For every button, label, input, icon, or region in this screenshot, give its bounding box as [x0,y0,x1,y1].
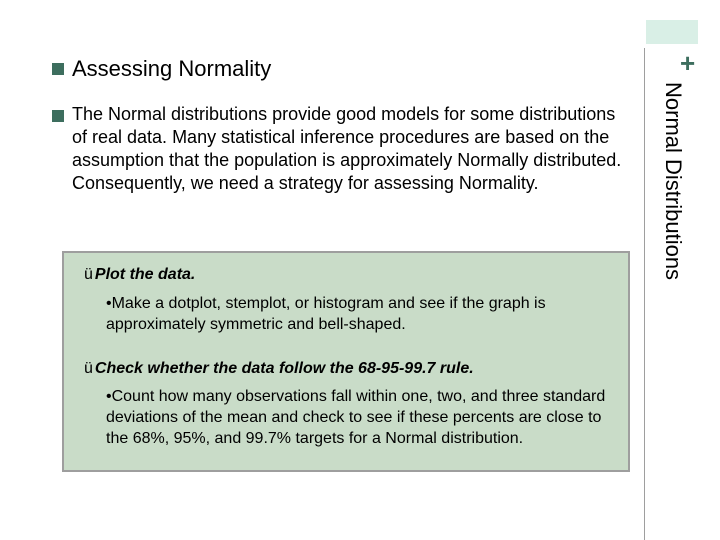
step-detail: •Make a dotplot, stemplot, or histogram and see if the graph is approximately symmetric and bell-shaped. [106,295,546,333]
divider-line [644,48,645,540]
side-title: Normal Distributions [661,82,686,281]
step-title-text: Check whether the data follow the 68-95-99.7 rule. [94,360,474,377]
step-title [84,265,195,285]
checkmark-icon: ü [84,266,93,283]
step-detail: •Count how many observations fall within one, two, and three standard deviations of the mean and check to see if these percents are close to the 68%, 95%, and 99.7% targets for a Normal distribution. [106,388,606,447]
step-title [84,359,474,379]
slide-heading: Assessing Normality [72,56,272,81]
square-bullet-icon [52,110,64,122]
checkmark-icon: ü [84,360,93,377]
square-bullet-icon [52,63,64,75]
corner-accent-block [646,20,698,44]
intro-paragraph: The Normal distributions provide good models for some distributions of real data. Many statistical inference procedures are based on the assumption that the population is approximately Normally distributed. Consequently, we need a strategy for assessing Normality. [72,104,622,193]
plus-icon: + [680,48,696,78]
step-title-text: Plot the data. [94,266,196,283]
steps-box [62,251,630,472]
